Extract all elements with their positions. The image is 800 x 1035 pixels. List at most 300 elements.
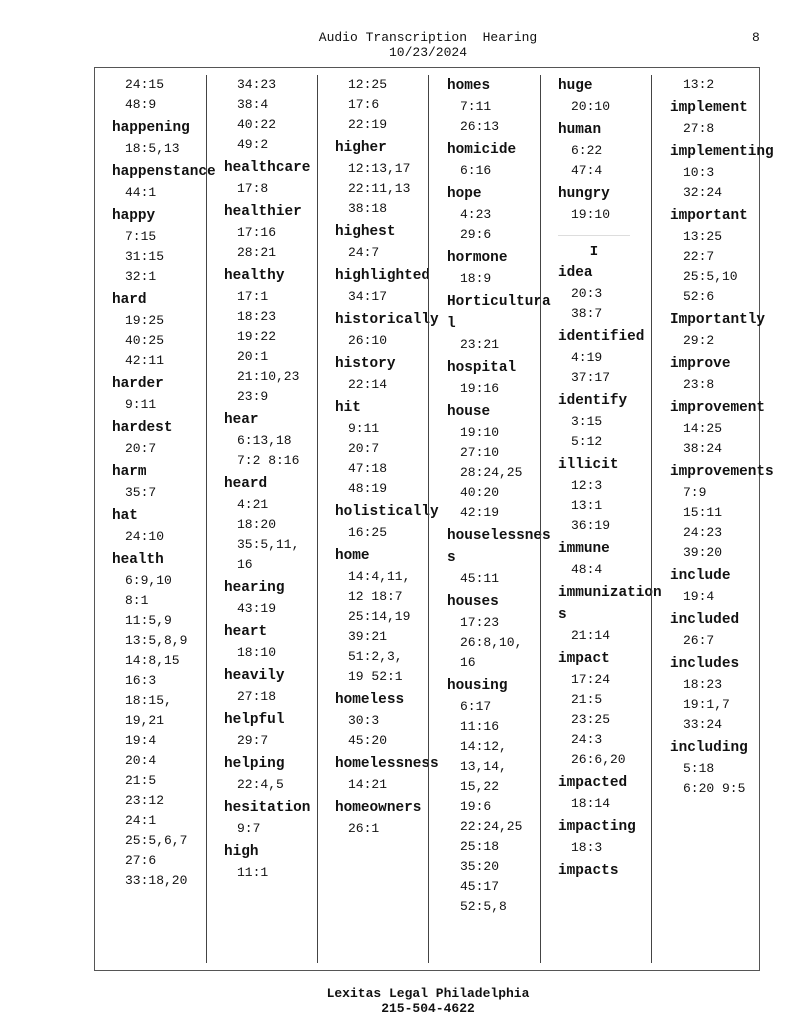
page-line-ref: 39:21 — [348, 629, 388, 644]
index-column-6 — [670, 75, 774, 961]
page-line-ref: 43:19 — [237, 601, 277, 616]
index-column-2 — [224, 75, 328, 961]
page-line-ref: 38:18 — [348, 201, 388, 216]
index-entry — [112, 205, 216, 287]
index-term: impact — [558, 651, 610, 667]
page-line-ref: 26:7 — [683, 633, 715, 648]
index-entry — [335, 797, 439, 839]
page-line-ref: 48:9 — [125, 97, 157, 112]
index-term: hardest — [112, 420, 173, 436]
index-entry — [447, 291, 551, 355]
page-line-ref: 6:20 9:5 — [683, 781, 746, 796]
index-term: huge — [558, 78, 593, 94]
index-term: homicide — [447, 142, 517, 158]
index-entry — [670, 205, 774, 307]
index-term: helpful — [224, 712, 285, 728]
page-line-ref: 35:20 — [460, 859, 500, 874]
page-line-ref: 19:1,7 — [683, 697, 730, 712]
index-term: hungry — [558, 186, 610, 202]
page-line-ref: 27:6 — [125, 853, 157, 868]
continued-refs — [670, 75, 774, 95]
continued-refs — [224, 75, 328, 155]
index-entry — [670, 353, 774, 395]
page-line-ref: 30:3 — [348, 713, 380, 728]
page-line-ref: 17:1 — [237, 289, 269, 304]
index-term: immune — [558, 541, 610, 557]
index-entry — [335, 545, 439, 687]
page-line-ref: 32:24 — [683, 185, 723, 200]
page-line-ref: 14:25 — [683, 421, 723, 436]
page-line-ref: 14:21 — [348, 777, 388, 792]
page-line-ref: 5:12 — [571, 434, 603, 449]
page-line-ref: 49:2 — [237, 137, 269, 152]
index-term: historically — [335, 312, 439, 328]
page-header — [0, 30, 800, 60]
index-entry — [447, 75, 551, 137]
index-entry — [670, 141, 774, 203]
index-term: houselessness — [447, 528, 551, 566]
page-line-ref: 12:25 — [348, 77, 388, 92]
page-line-ref: 6:9,10 — [125, 573, 172, 588]
index-term: harm — [112, 464, 147, 480]
page-line-ref: 24:23 — [683, 525, 723, 540]
page-line-ref: 34:17 — [348, 289, 388, 304]
index-column-3 — [335, 75, 439, 961]
page-line-ref: 26:8,10, — [460, 635, 523, 650]
index-entry — [447, 139, 551, 181]
index-term: homelessness — [335, 756, 439, 772]
index-entry — [224, 577, 328, 619]
index-term: hearing — [224, 580, 285, 596]
page-line-ref: 20:3 — [571, 286, 603, 301]
page-line-ref: 18:23 — [237, 309, 277, 324]
page-line-ref: 23:21 — [460, 337, 500, 352]
page-line-ref: 22:19 — [348, 117, 388, 132]
index-term: immunizations — [558, 585, 662, 623]
page-line-ref: 42:19 — [460, 505, 500, 520]
page-line-ref: 24:7 — [348, 245, 380, 260]
footer-company: Lexitas Legal Philadelphia — [326, 986, 530, 1001]
page-line-ref: 23:9 — [237, 389, 269, 404]
page-line-ref: 23:25 — [571, 712, 611, 727]
page-line-ref: 25:18 — [460, 839, 500, 854]
page-line-ref: 18:3 — [571, 840, 603, 855]
index-entry — [224, 841, 328, 883]
page-line-ref: 42:11 — [125, 353, 165, 368]
page-line-ref: 7:2 8:16 — [237, 453, 300, 468]
page-line-ref: 12:3 — [571, 478, 603, 493]
index-term: healthier — [224, 204, 302, 220]
page-line-ref: 18:20 — [237, 517, 277, 532]
index-entry — [224, 409, 328, 471]
index-entry — [112, 373, 216, 415]
index-term: includes — [670, 656, 740, 672]
index-term: improvements — [670, 464, 774, 480]
column-divider — [651, 75, 652, 963]
page-line-ref: 26:6,20 — [571, 752, 626, 767]
index-term: happenstance — [112, 164, 216, 180]
page-line-ref: 17:8 — [237, 181, 269, 196]
page-line-ref: 25:14,19 — [348, 609, 411, 624]
index-term: hear — [224, 412, 259, 428]
page-line-ref: 31:15 — [125, 249, 165, 264]
index-entry — [335, 265, 439, 307]
index-term: hat — [112, 508, 138, 524]
page-line-ref: 52:6 — [683, 289, 715, 304]
page-line-ref: 18:15, — [125, 693, 172, 708]
page-line-ref: 37:17 — [571, 370, 611, 385]
index-term: impacting — [558, 819, 636, 835]
index-term: hope — [447, 186, 482, 202]
page-line-ref: 29:6 — [460, 227, 492, 242]
page-line-ref: 35:5,11, — [237, 537, 300, 552]
index-term: harder — [112, 376, 164, 392]
index-entry — [224, 797, 328, 839]
footer-phone: 215-504-4622 — [381, 1001, 475, 1016]
column-divider — [206, 75, 207, 963]
page-line-ref: 45:11 — [460, 571, 500, 586]
page-line-ref: 20:7 — [125, 441, 157, 456]
page-line-ref: 21:5 — [125, 773, 157, 788]
index-entry — [447, 525, 551, 589]
index-entry — [335, 397, 439, 499]
index-entry — [558, 648, 662, 770]
page-line-ref: 22:7 — [683, 249, 715, 264]
page-line-ref: 13:2 — [683, 77, 715, 92]
page-line-ref: 26:13 — [460, 119, 500, 134]
page-line-ref: 3:15 — [571, 414, 603, 429]
page-line-ref: 4:19 — [571, 350, 603, 365]
index-term: Importantly — [670, 312, 765, 328]
page-line-ref: 29:7 — [237, 733, 269, 748]
index-term: impacted — [558, 775, 628, 791]
index-term: hormone — [447, 250, 508, 266]
index-entry — [335, 689, 439, 751]
page-line-ref: 52:5,8 — [460, 899, 507, 914]
page-line-ref: 21:5 — [571, 692, 603, 707]
column-divider — [317, 75, 318, 963]
page-line-ref: 39:20 — [683, 545, 723, 560]
page-line-ref: 11:5,9 — [125, 613, 172, 628]
page-line-ref: 25:5,10 — [683, 269, 738, 284]
page-line-ref: 13:5,8,9 — [125, 633, 188, 648]
page-line-ref: 19:6 — [460, 799, 492, 814]
page-line-ref: 22:11,13 — [348, 181, 411, 196]
index-term: identified — [558, 329, 645, 345]
page-line-ref: 48:19 — [348, 481, 388, 496]
page-line-ref: 17:23 — [460, 615, 500, 630]
index-term: include — [670, 568, 731, 584]
index-term: happening — [112, 120, 190, 136]
page-line-ref: 7:15 — [125, 229, 157, 244]
index-column-5 — [558, 75, 662, 961]
index-term: house — [447, 404, 491, 420]
page-line-ref: 35:7 — [125, 485, 157, 500]
page-line-ref: 22:24,25 — [460, 819, 523, 834]
index-term: heavily — [224, 668, 285, 684]
index-entry — [224, 265, 328, 407]
index-entry — [112, 461, 216, 503]
index-entry — [670, 737, 774, 799]
page-line-ref: 40:22 — [237, 117, 277, 132]
page-line-ref: 20:1 — [237, 349, 269, 364]
page-line-ref: 19,21 — [125, 713, 165, 728]
page-line-ref: 6:22 — [571, 143, 603, 158]
page-line-ref: 24:10 — [125, 529, 165, 544]
column-divider — [428, 75, 429, 963]
index-entry — [558, 816, 662, 858]
page-line-ref: 18:23 — [683, 677, 723, 692]
page-line-ref: 20:7 — [348, 441, 380, 456]
page-line-ref: 5:18 — [683, 761, 715, 776]
index-entry — [558, 75, 662, 117]
index-term: homeless — [335, 692, 405, 708]
page-line-ref: 38:24 — [683, 441, 723, 456]
continued-refs — [335, 75, 439, 135]
page-line-ref: 38:7 — [571, 306, 603, 321]
index-entry — [447, 247, 551, 289]
page-line-ref: 9:11 — [348, 421, 380, 436]
index-entry — [112, 161, 216, 203]
page-line-ref: 19:4 — [683, 589, 715, 604]
page-line-ref: 18:14 — [571, 796, 611, 811]
page-line-ref: 27:8 — [683, 121, 715, 136]
section-letter: I — [558, 235, 630, 262]
page-line-ref: 12:13,17 — [348, 161, 411, 176]
page-line-ref: 32:1 — [125, 269, 157, 284]
index-term: implementing — [670, 144, 774, 160]
index-entry — [670, 97, 774, 139]
page-line-ref: 28:21 — [237, 245, 277, 260]
page-line-ref: 16 — [460, 655, 476, 670]
index-term: highest — [335, 224, 396, 240]
index-entry — [558, 454, 662, 536]
page-line-ref: 13:25 — [683, 229, 723, 244]
index-term: included — [670, 612, 740, 628]
page-line-ref: 36:19 — [571, 518, 611, 533]
index-entry — [558, 119, 662, 181]
page-line-ref: 48:4 — [571, 562, 603, 577]
index-entry — [112, 417, 216, 459]
page-line-ref: 13:1 — [571, 498, 603, 513]
index-entry — [558, 538, 662, 580]
page-line-ref: 40:20 — [460, 485, 500, 500]
page-line-ref: 19:16 — [460, 381, 500, 396]
index-entry — [112, 505, 216, 547]
index-entry — [224, 157, 328, 199]
index-entry — [224, 201, 328, 263]
index-entry — [670, 653, 774, 735]
index-entry — [558, 582, 662, 646]
index-entry — [447, 401, 551, 523]
index-term: housing — [447, 678, 508, 694]
index-entry — [112, 289, 216, 371]
page-line-ref: 19 52:1 — [348, 669, 403, 684]
index-entry — [224, 709, 328, 751]
page-line-ref: 17:16 — [237, 225, 277, 240]
page-line-ref: 7:11 — [460, 99, 492, 114]
page-line-ref: 16:3 — [125, 673, 157, 688]
index-entry — [112, 117, 216, 159]
page-line-ref: 33:18,20 — [125, 873, 188, 888]
index-entry — [558, 262, 662, 324]
index-term: illicit — [558, 457, 619, 473]
index-term: hospital — [447, 360, 517, 376]
index-term: implement — [670, 100, 748, 116]
index-term: hesitation — [224, 800, 311, 816]
index-entry — [447, 183, 551, 245]
page-line-ref: 23:12 — [125, 793, 165, 808]
index-entry — [112, 549, 216, 891]
index-entry — [670, 397, 774, 459]
index-term: Horticultural — [447, 294, 551, 332]
page-line-ref: 19:4 — [125, 733, 157, 748]
index-entry — [447, 357, 551, 399]
page-line-ref: 45:17 — [460, 879, 500, 894]
page-line-ref: 44:1 — [125, 185, 157, 200]
page-line-ref: 10:3 — [683, 165, 715, 180]
index-entry — [447, 591, 551, 673]
page-line-ref: 47:4 — [571, 163, 603, 178]
page-line-ref: 18:9 — [460, 271, 492, 286]
page-line-ref: 24:1 — [125, 813, 157, 828]
page-line-ref: 16:25 — [348, 525, 388, 540]
page-line-ref: 9:7 — [237, 821, 261, 836]
page-line-ref: 4:23 — [460, 207, 492, 222]
header-title: Audio Transcription Hearing — [318, 30, 538, 45]
continued-refs — [112, 75, 216, 115]
page-line-ref: 19:22 — [237, 329, 277, 344]
page-line-ref: 19:10 — [460, 425, 500, 440]
index-term: identify — [558, 393, 628, 409]
page-line-ref: 24:3 — [571, 732, 603, 747]
page-line-ref: 16 — [237, 557, 253, 572]
page-line-ref: 14:4,11, — [348, 569, 411, 584]
index-entry — [447, 675, 551, 917]
page-line-ref: 21:14 — [571, 628, 611, 643]
index-term: improvement — [670, 400, 765, 416]
index-entry — [670, 609, 774, 651]
index-term: houses — [447, 594, 499, 610]
page-line-ref: 45:20 — [348, 733, 388, 748]
index-entry — [335, 137, 439, 219]
index-term: high — [224, 844, 259, 860]
index-entry — [335, 221, 439, 263]
index-term: human — [558, 122, 602, 138]
page-line-ref: 13,14, — [460, 759, 507, 774]
index-entry — [224, 753, 328, 795]
index-entry — [224, 621, 328, 663]
page-line-ref: 8:1 — [125, 593, 149, 608]
page-line-ref: 12 18:7 — [348, 589, 403, 604]
index-term: healthy — [224, 268, 285, 284]
index-term: higher — [335, 140, 387, 156]
page-line-ref: 25:5,6,7 — [125, 833, 188, 848]
index-entry — [670, 309, 774, 351]
page-line-ref: 20:4 — [125, 753, 157, 768]
header-date: 10/23/2024 — [388, 45, 467, 60]
index-entry — [670, 461, 774, 563]
page-line-ref: 22:14 — [348, 377, 388, 392]
page-line-ref: 40:25 — [125, 333, 165, 348]
page-line-ref: 15:11 — [683, 505, 723, 520]
page-line-ref: 18:10 — [237, 645, 277, 660]
page-number: 8 — [752, 30, 760, 45]
page-line-ref: 27:18 — [237, 689, 277, 704]
page-line-ref: 19:25 — [125, 313, 165, 328]
page-line-ref: 18:5,13 — [125, 141, 180, 156]
index-term: home — [335, 548, 370, 564]
page-line-ref: 38:4 — [237, 97, 269, 112]
index-term: heard — [224, 476, 268, 492]
index-entry — [558, 326, 662, 388]
page-line-ref: 24:15 — [125, 77, 165, 92]
index-term: homeowners — [335, 800, 422, 816]
index-entry — [558, 772, 662, 814]
index-term: happy — [112, 208, 156, 224]
page-line-ref: 15,22 — [460, 779, 500, 794]
index-entry — [670, 565, 774, 607]
index-term: including — [670, 740, 748, 756]
index-term: history — [335, 356, 396, 372]
index-entry — [335, 353, 439, 395]
index-term: impacts — [558, 863, 619, 879]
page-line-ref: 17:6 — [348, 97, 380, 112]
index-term: idea — [558, 265, 593, 281]
page-line-ref: 6:17 — [460, 699, 492, 714]
page-line-ref: 19:10 — [571, 207, 611, 222]
page-line-ref: 11:16 — [460, 719, 500, 734]
index-term: homes — [447, 78, 491, 94]
page-line-ref: 21:10,23 — [237, 369, 300, 384]
index-term: highlighted — [335, 268, 430, 284]
page-line-ref: 29:2 — [683, 333, 715, 348]
page-footer — [0, 986, 800, 1016]
page-line-ref: 26:10 — [348, 333, 388, 348]
index-term: hard — [112, 292, 147, 308]
page-line-ref: 6:13,18 — [237, 433, 292, 448]
page-line-ref: 51:2,3, — [348, 649, 403, 664]
index-entry — [335, 501, 439, 543]
page-line-ref: 4:21 — [237, 497, 269, 512]
index-term: hit — [335, 400, 361, 416]
index-column-4 — [447, 75, 551, 961]
page-line-ref: 28:24,25 — [460, 465, 523, 480]
index-term: improve — [670, 356, 731, 372]
index-entry — [558, 390, 662, 452]
index-entry — [558, 183, 662, 225]
index-term: health — [112, 552, 164, 568]
page-line-ref: 33:24 — [683, 717, 723, 732]
column-divider — [540, 75, 541, 963]
page-line-ref: 22:4,5 — [237, 777, 284, 792]
index-term: important — [670, 208, 748, 224]
index-term: heart — [224, 624, 268, 640]
index-entry — [558, 860, 662, 882]
index-term: helping — [224, 756, 285, 772]
page-line-ref: 26:1 — [348, 821, 380, 836]
index-entry — [335, 309, 439, 351]
page-line-ref: 11:1 — [237, 865, 269, 880]
page-line-ref: 9:11 — [125, 397, 157, 412]
page-line-ref: 14:12, — [460, 739, 507, 754]
index-term: healthcare — [224, 160, 311, 176]
page-line-ref: 34:23 — [237, 77, 277, 92]
index-entry — [224, 473, 328, 575]
page-line-ref: 23:8 — [683, 377, 715, 392]
page-line-ref: 20:10 — [571, 99, 611, 114]
index-column-1 — [112, 75, 216, 961]
